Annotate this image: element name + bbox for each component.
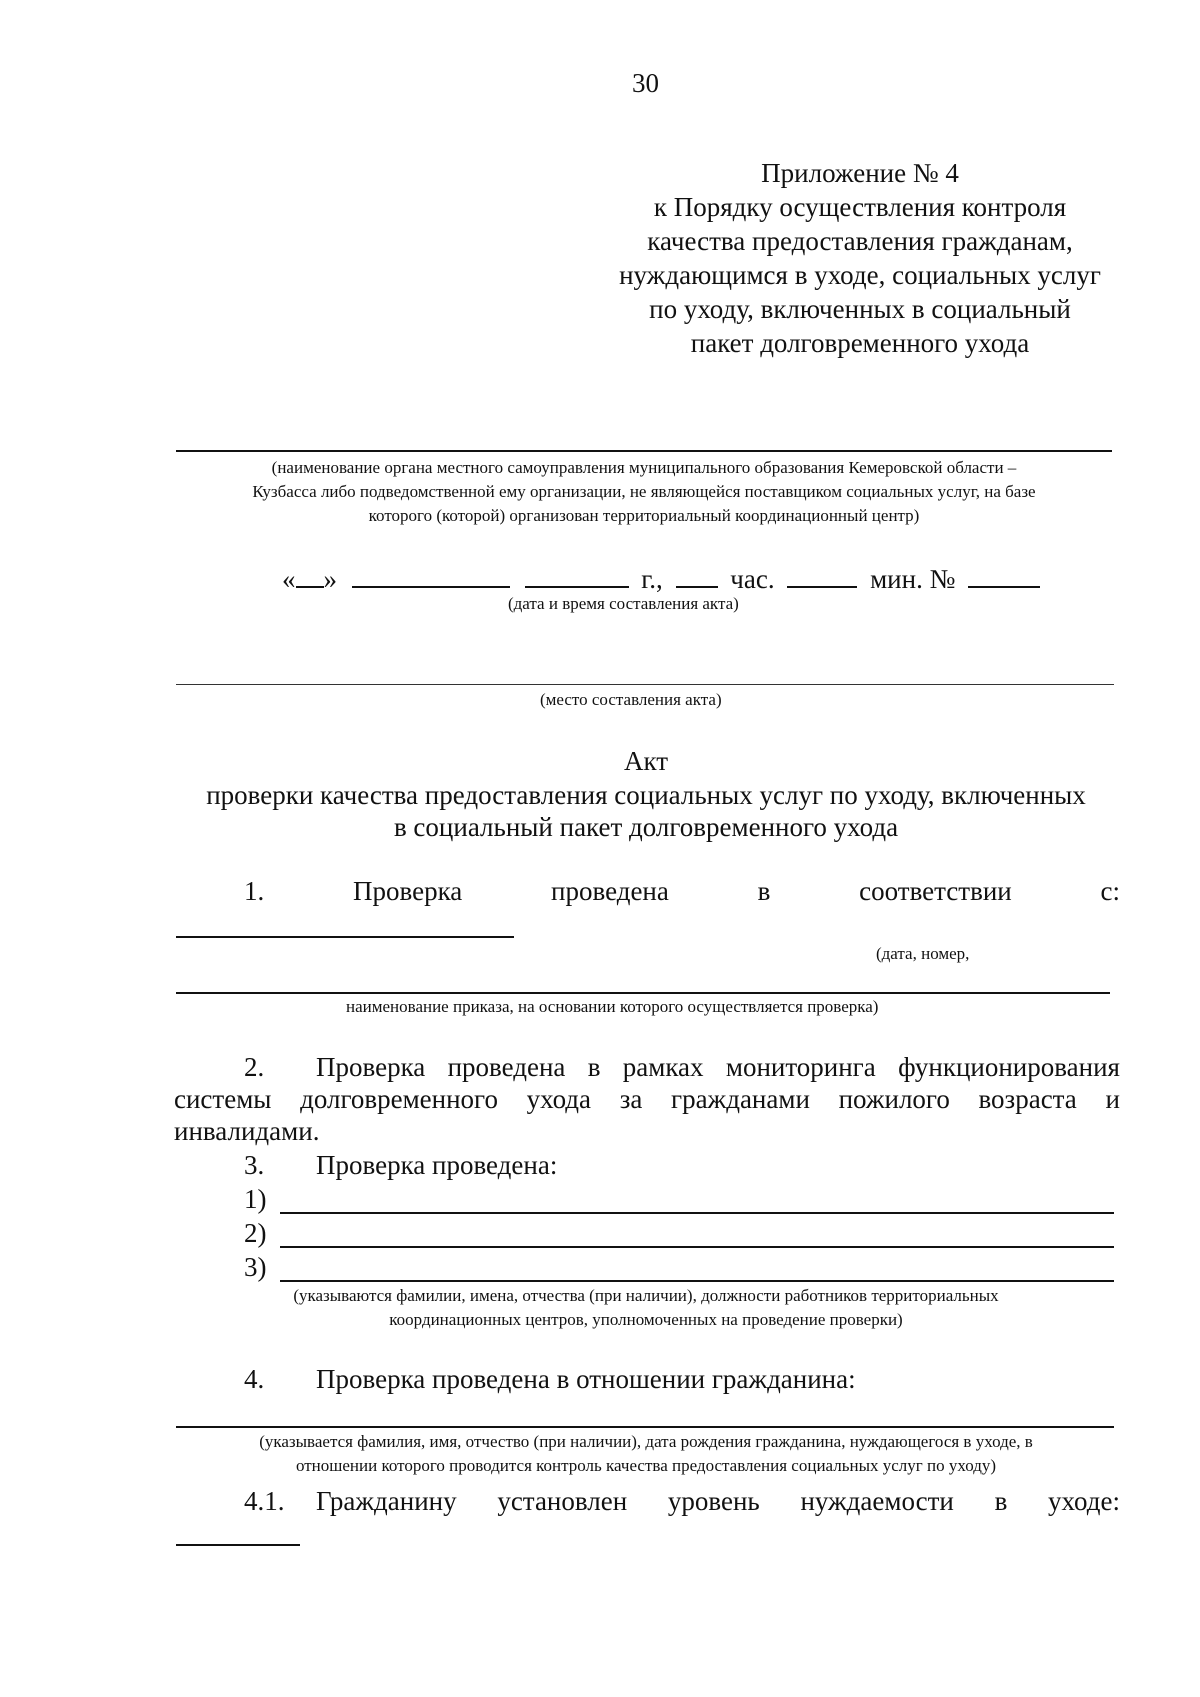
appendix-line: к Порядку осуществления контроля (653, 192, 1067, 222)
citizen-fill-line[interactable] (176, 1426, 1114, 1428)
inspector-row-label: 3) (244, 1252, 267, 1282)
minutes-field[interactable] (787, 562, 857, 588)
datetime-row (282, 562, 1040, 595)
word: за (619, 1084, 643, 1114)
appendix-line: по уходу, включенных в социальный (649, 294, 1071, 324)
appendix-line: качества предоставления гражданам, (647, 226, 1073, 256)
item-3-caption-line: (указываются фамилии, имена, отчества (при наличии), должности работников территориальных (293, 1286, 999, 1305)
act-title: Акт (623, 746, 669, 776)
word: функционирования (898, 1052, 1120, 1082)
hours-label: час. (730, 564, 775, 594)
item-1-caption-part1: (дата, номер, (876, 944, 970, 963)
word: 1. (244, 876, 265, 906)
place-fill-line (176, 684, 1114, 685)
appendix-line: Приложение № 4 (761, 158, 959, 188)
open-quote: « (282, 564, 296, 594)
inspector-fill-line-1[interactable] (280, 1212, 1114, 1214)
word: ухода (526, 1084, 592, 1114)
word: возраста (978, 1084, 1077, 1114)
word: уходе: (1048, 1486, 1120, 1516)
word: и (1105, 1084, 1120, 1114)
item-4-caption-line: (указывается фамилия, имя, отчество (при наличии), дата рождения гражданина, нуждающегося в уходе, в (259, 1432, 1033, 1451)
inspector-fill-line-2[interactable] (280, 1246, 1114, 1248)
item-1-text (244, 876, 1120, 907)
appendix-header (600, 156, 1120, 360)
word: Проверка (316, 1052, 426, 1082)
word: установлен (497, 1486, 628, 1516)
close-quote: » (323, 564, 337, 594)
place-caption: (место составления акта) (540, 690, 722, 709)
word: соответствии (859, 876, 1012, 906)
item-4-1-number: 4.1. (244, 1486, 285, 1516)
act-subtitle-line: проверки качества предоставления социальных услуг по уходу, включенных (206, 780, 1086, 810)
item-2-number: 2. (244, 1052, 265, 1082)
inspector-row-label: 2) (244, 1218, 267, 1248)
item-2-line-1 (316, 1052, 1120, 1083)
item-2-line-3: инвалидами. (174, 1116, 320, 1146)
year-suffix: г., (641, 564, 663, 594)
authority-fill-line (176, 450, 1112, 452)
item-3-text: Проверка проведена: (316, 1150, 558, 1180)
inspector-fill-line-3[interactable] (280, 1280, 1114, 1282)
word: Гражданину (316, 1486, 457, 1516)
word: рамках (622, 1052, 704, 1082)
word: системы (174, 1084, 272, 1114)
datetime-caption: (дата и время составления акта) (508, 594, 739, 613)
item-4-number: 4. (244, 1364, 265, 1394)
item-3-number: 3. (244, 1150, 265, 1180)
item-4-text: Проверка проведена в отношении гражданина: (316, 1364, 856, 1394)
item-1-caption-part2: наименование приказа, на основании которого осуществляется проверка) (346, 997, 879, 1016)
order-fill-line (176, 992, 1110, 994)
act-number-field[interactable] (968, 562, 1040, 588)
word: мониторинга (725, 1052, 876, 1082)
word: долговременного (300, 1084, 498, 1114)
word: в (757, 876, 771, 906)
authority-caption-line: которого (которой) организован территориальный координационный центр) (368, 506, 920, 525)
word: проведена (447, 1052, 566, 1082)
word: пожилого (838, 1084, 950, 1114)
item-2-line-2 (174, 1084, 1120, 1115)
inspector-row-label: 1) (244, 1184, 267, 1214)
word: нуждаемости (800, 1486, 954, 1516)
month-field[interactable] (352, 562, 510, 588)
word: с: (1100, 876, 1120, 906)
page-number: 30 (632, 68, 659, 98)
care-level-fill-line[interactable] (176, 1544, 300, 1546)
hours-field[interactable] (676, 562, 718, 588)
item-4-1-text (316, 1486, 1120, 1517)
authority-caption-line: (наименование органа местного самоуправления муниципального образования Кемеровской области – (271, 458, 1017, 477)
authority-caption-line: Кузбасса либо подведомственной ему организации, не являющейся поставщиком социальных услуг, на базе (252, 482, 1036, 501)
item-4-caption-line: отношении которого проводится контроль качества предоставления социальных услуг по уходу) (295, 1456, 997, 1475)
act-subtitle-line: в социальный пакет долговременного ухода (393, 812, 899, 842)
word: в (587, 1052, 601, 1082)
year-field[interactable] (525, 562, 629, 588)
word: гражданами (671, 1084, 810, 1114)
minutes-number-label: мин. № (870, 564, 956, 594)
word: уровень (667, 1486, 760, 1516)
word: проведена (551, 876, 669, 906)
item-3-caption-line: координационных центров, уполномоченных на проведение проверки) (389, 1310, 903, 1329)
appendix-line: нуждающимся в уходе, социальных услуг (619, 260, 1101, 290)
word: в (994, 1486, 1008, 1516)
appendix-line: пакет долговременного ухода (690, 328, 1030, 358)
order-fill-line-short (176, 936, 514, 938)
word: Проверка (353, 876, 463, 906)
day-field[interactable] (296, 562, 324, 588)
